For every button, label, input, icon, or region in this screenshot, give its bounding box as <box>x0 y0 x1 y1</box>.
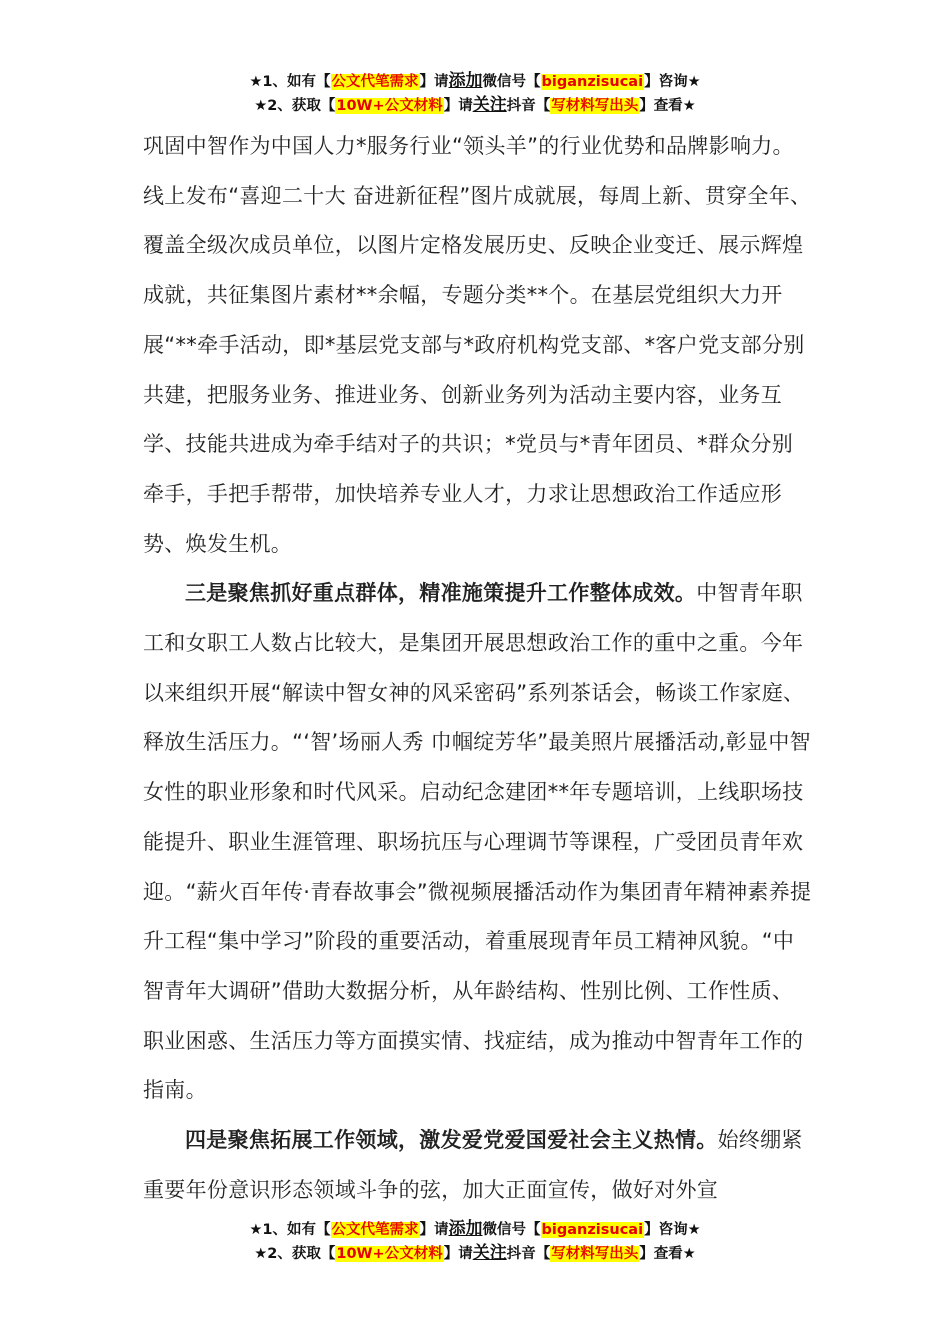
highlight-materials: 10W+公文材料 <box>336 1246 443 1262</box>
header-emphasis: 添加 <box>448 71 483 91</box>
paragraph-3-text: 始终绷紧重要年份意识形态领域斗争的弦，加大正面宣传，做好对外宣 <box>143 1128 803 1202</box>
header-text: 】查看★ <box>639 98 696 114</box>
header-line-1 <box>0 70 950 94</box>
paragraph-2-text: 中智青年职工和女职工人数占比较大，是集团开展思想政治工作的重中之重。今年以来组织开展“解读中智女神的风采密码”系列茶话会，畅谈工作家庭、释放生活压力。“‘智’场丽人秀 巾帼绽芳华”最美照片展播活动,彰显中智女性的职业形象和时代风采。启动纪念建团**年专题培训，上线职场技能提升、职业生涯管理、职场抗压与心理调节等课程，广受团员青年欢迎。“薪火百年传·青春故事会”微视频展播活动作为集团青年精神素养提升工程“集中学习”阶段的重要活动，着重展现青年员工精神风貌。“中智青年大调研”借助大数据分析，从年龄结构、性别比例、工作性质、职业困惑、生活压力等方面摸实情、找症结，成为推动中智青年工作的指南。 <box>143 581 812 1103</box>
header-text: 】咨询★ <box>644 74 701 90</box>
footer-text: 】请 <box>443 1246 473 1262</box>
paragraph-1: 巩固中智作为中国人力*服务行业“领头羊”的行业优势和品牌影响力。线上发布“喜迎二十大 奋进新征程”图片成就展，每周上新、贯穿全年、覆盖全级次成员单位，以图片定格发展历史、反映企业变迁、展示辉煌成就，共征集图片素材**余幅，专题分类**个。在基层党组织大力开展“**牵手活动，即*基层党支部与*政府机构党支部、*客户党支部分别共建，把服务业务、推进业务、创新业务列为活动主要内容，业务互学、技能共进成为牵手结对子的共识；*党员与*青年团员、*群众分别牵手，手把手帮带，加快培养专业人才，力求让思想政治工作适应形势、焕发生机。 <box>143 134 812 556</box>
header-banner <box>0 70 950 118</box>
footer-text: 】请 <box>419 1222 449 1238</box>
highlight-wechat-id: biganzisucai <box>541 74 644 90</box>
footer-line-1 <box>0 1218 950 1242</box>
footer-emphasis: 关注 <box>472 1243 507 1263</box>
paragraph-2-lead: 三是聚焦抓好重点群体，精准施策提升工作整体成效。 <box>185 581 697 606</box>
header-text: 抖音【 <box>506 98 551 114</box>
footer-text: ★1、如有【 <box>249 1222 331 1238</box>
document-body <box>143 122 813 1215</box>
header-emphasis: 关注 <box>472 95 507 115</box>
paragraph-3 <box>143 1116 813 1215</box>
header-text: 微信号【 <box>482 74 541 90</box>
highlight-service: 公文代笔需求 <box>331 74 419 90</box>
footer-text: 】查看★ <box>639 1246 696 1262</box>
highlight-service: 公文代笔需求 <box>331 1222 419 1238</box>
footer-text: 抖音【 <box>506 1246 551 1262</box>
highlight-materials: 10W+公文材料 <box>336 98 443 114</box>
highlight-douyin-id: 写材料写出头 <box>551 1246 639 1262</box>
highlight-douyin-id: 写材料写出头 <box>551 98 639 114</box>
header-text: ★2、获取【 <box>254 98 336 114</box>
footer-text: ★2、获取【 <box>254 1246 336 1262</box>
highlight-wechat-id: biganzisucai <box>541 1222 644 1238</box>
paragraph-2 <box>143 569 813 1116</box>
footer-line-2 <box>0 1242 950 1266</box>
footer-banner <box>0 1218 950 1266</box>
footer-text: 微信号【 <box>482 1222 541 1238</box>
footer-text: 】咨询★ <box>644 1222 701 1238</box>
paragraph-3-lead: 四是聚焦拓展工作领域，激发爱党爱国爱社会主义热情。 <box>185 1128 718 1153</box>
footer-emphasis: 添加 <box>448 1219 483 1239</box>
header-text: 】请 <box>419 74 449 90</box>
header-text: 】请 <box>443 98 473 114</box>
header-text: ★1、如有【 <box>249 74 331 90</box>
header-line-2 <box>0 94 950 118</box>
